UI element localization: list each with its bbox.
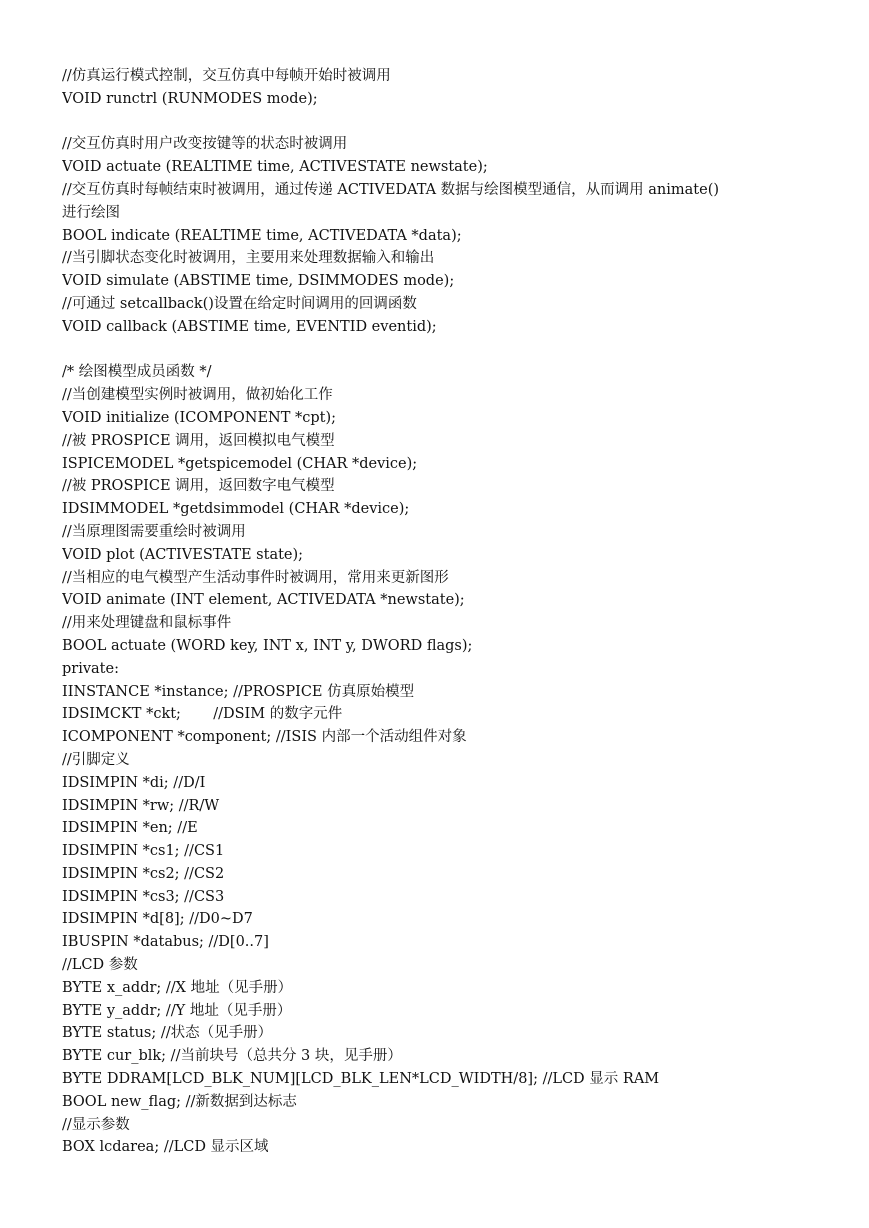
code-line-18: ISPICEMODEL *getspicemodel (CHAR *device); [62,455,418,472]
code-line-29: IDSIMCKT *ckt; //DSIM 的数字元件 [62,706,343,723]
code-line-21: //当原理图需要重绘时被调用 [62,523,246,540]
code-line-25: //用来处理键盘和鼠标事件 [62,615,232,632]
code-line-17: //被 PROSPICE 调用，返回模拟电气模型 [62,432,335,449]
code-line-27: private: [62,660,119,677]
code-line-24: VOID animate (INT element, ACTIVEDATA *newstate); [62,592,465,609]
code-line-2: VOID runctrl (RUNMODES mode); [62,90,318,107]
code-line-20: IDSIMMODEL *getdsimmodel (CHAR *device); [62,501,410,518]
code-line-blank-2 [62,339,822,362]
code-line-12: VOID callback (ABSTIME time, EVENTID eventid); [62,318,437,335]
code-line-43: BYTE status; //状态（见手册） [62,1025,273,1042]
code-line-42: BYTE y_addr; //Y 地址（见手册） [62,1002,292,1019]
code-line-22: VOID plot (ACTIVESTATE state); [62,546,304,563]
code-line-14: /* 绘图模型成员函数 */ [62,364,212,381]
code-line-15: //当创建模型实例时被调用，做初始化工作 [62,387,333,404]
code-line-23: //当相应的电气模型产生活动事件时被调用，常用来更新图形 [62,569,449,586]
code-line-4: //交互仿真时用户改变按键等的状态时被调用 [62,136,348,153]
code-line-9: //当引脚状态变化时被调用，主要用来处理数据输入和输出 [62,250,435,267]
code-line-8: BOOL indicate (REALTIME time, ACTIVEDATA *data); [62,227,462,244]
code-line-31: //引脚定义 [62,751,130,768]
code-line-32: IDSIMPIN *di; //D/I [62,774,206,791]
code-line-19: //被 PROSPICE 调用，返回数字电气模型 [62,478,335,495]
code-line-1: //仿真运行模式控制，交互仿真中每帧开始时被调用 [62,68,391,84]
code-line-44: BYTE cur_blk; //当前块号（总共分 3 块，见手册） [62,1048,402,1065]
code-line-47: //显示参数 [62,1116,130,1133]
code-line-11: //可通过 setcallback()设置在给定时间调用的回调函数 [62,295,417,312]
code-line-41: BYTE x_addr; //X 地址（见手册） [62,979,293,996]
code-line-16: VOID initialize (ICOMPONENT *cpt); [62,409,337,426]
code-line-blank-1 [62,111,822,134]
code-line-30: ICOMPONENT *component; //ISIS 内部一个活动组件对象 [62,729,467,746]
code-line-34: IDSIMPIN *en; //E [62,820,198,837]
code-line-26: BOOL actuate (WORD key, INT x, INT y, DWORD flags); [62,637,473,654]
code-line-28: IINSTANCE *instance; //PROSPICE 仿真原始模型 [62,683,415,700]
code-line-5: VOID actuate (REALTIME time, ACTIVESTATE newstate); [62,159,488,176]
code-line-45: BYTE DDRAM[LCD_BLK_NUM][LCD_BLK_LEN*LCD_WIDTH/8]; //LCD 显示 RAM [62,1071,660,1088]
code-line-7: 进行绘图 [62,204,120,221]
code-line-38: IDSIMPIN *d[8]; //D0~D7 [62,911,253,928]
code-line-35: IDSIMPIN *cs1; //CS1 [62,843,225,860]
code-line-39: IBUSPIN *databus; //D[0..7] [62,934,269,951]
code-line-37: IDSIMPIN *cs3; //CS3 [62,888,225,905]
code-line-48: BOX lcdarea; //LCD 显示区域 [62,1139,269,1156]
code-line-40: //LCD 参数 [62,957,138,974]
code-document [62,65,822,1159]
code-line-46: BOOL new_flag; //新数据到达标志 [62,1093,297,1110]
code-line-33: IDSIMPIN *rw; //R/W [62,797,220,814]
code-line-10: VOID simulate (ABSTIME time, DSIMMODES mode); [62,273,455,290]
code-line-36: IDSIMPIN *cs2; //CS2 [62,865,225,882]
code-line-6: //交互仿真时每帧结束时被调用，通过传递 ACTIVEDATA 数据与绘图模型通信，从而调用 animate() [62,181,720,198]
